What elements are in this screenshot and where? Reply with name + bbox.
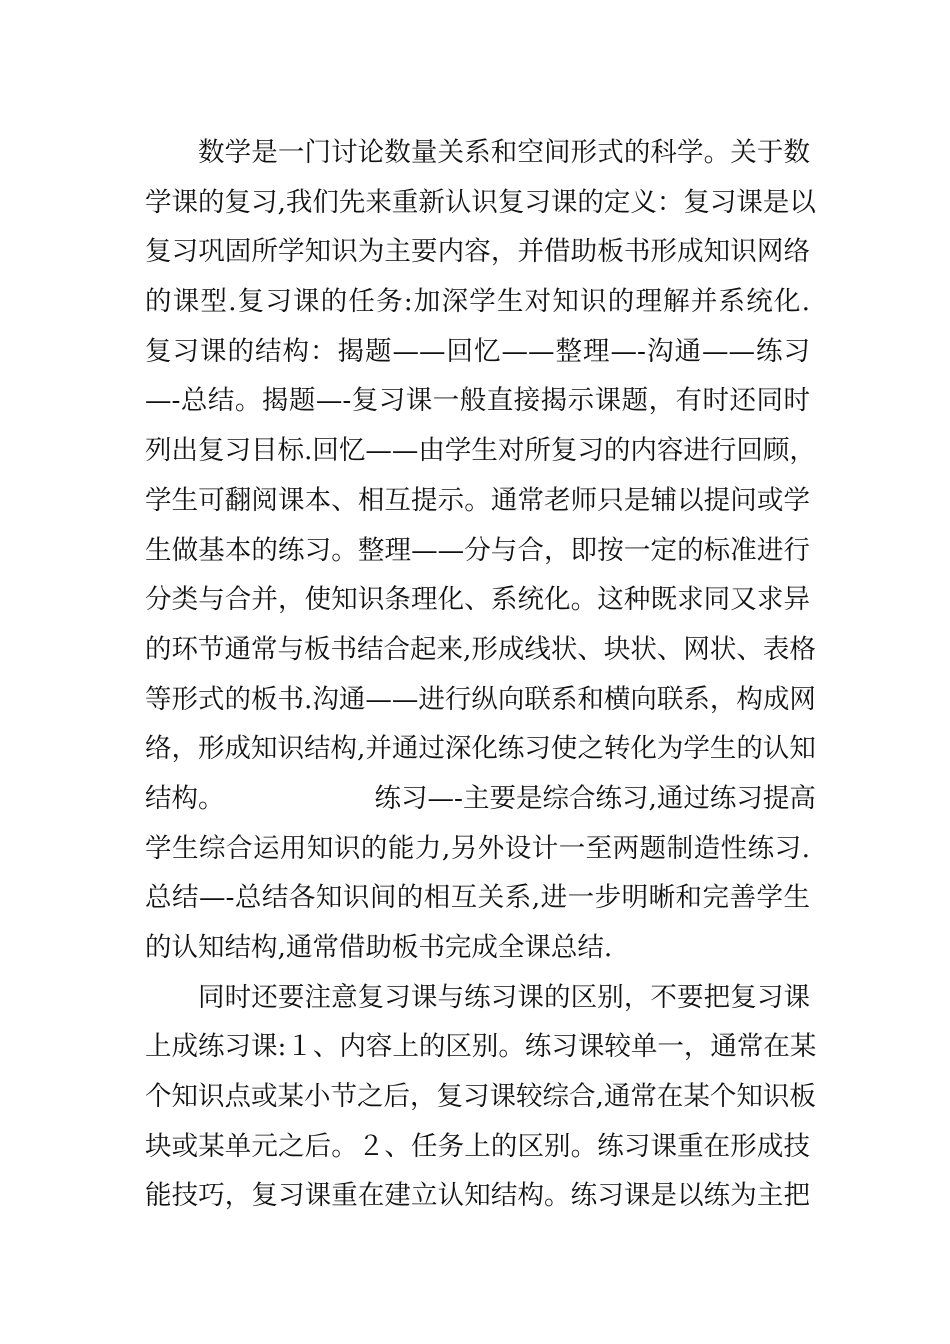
text-line: 个知识点或某小节之后，复习课较综合,通常在某个知识板 [145,1081,816,1113]
text-line: 学生综合运用知识的能力,另外设计一至两题制造性练习. [145,832,810,864]
text-line: 等形式的板书.沟通——进行纵向联系和横向联系，构成网 [145,683,816,715]
text-line: 能技巧，复习课重在建立认知结构。练习课是以练为主把 [145,1180,810,1212]
text-line: 总结—-总结各知识间的相互关系,进一步明晰和完善学生 [145,882,810,914]
text-line: 列出复习目标.回忆——由学生对所复习的内容进行回顾， [145,435,816,467]
text-line: 复习巩固所学知识为主要内容，并借助板书形成知识网络 [145,236,810,268]
text-line: 上成练习课:１、内容上的区别。练习课较单一，通常在某 [145,1031,817,1063]
text-line: 学课的复习,我们先来重新认识复习课的定义：复习课是以 [145,186,816,218]
text-line: 的课型.复习课的任务:加深学生对知识的理解并系统化. [145,286,810,318]
text-line: 分类与合并，使知识条理化、系统化。这种既求同又求异 [145,584,810,616]
text-segment: 结构。 [145,782,225,814]
text-line: 生做基本的练习。整理——分与合，即按一定的标准进行 [145,534,810,566]
text-segment: 练习—-主要是综合练习,通过练习提高 [374,782,816,814]
body-text [145,128,817,1221]
text-line: 络，形成知识结构,并通过深化练习使之转化为学生的认知 [145,733,816,765]
text-line: 同时还要注意复习课与练习课的区别，不要把复习课 [198,981,810,1013]
text-line: 数学是一门讨论数量关系和空间形式的科学。关于数 [198,137,810,168]
text-line: 学生可翻阅课本、相互提示。通常老师只是辅以提问或学 [145,484,810,516]
text-line: 块或某单元之后。２、任务上的区别。练习课重在形成技 [145,1130,810,1162]
text-line: —-总结。揭题—-复习课一般直接揭示课题，有时还同时 [145,385,810,417]
text-line: 复习课的结构：揭题——回忆——整理—-沟通——练习 [145,335,810,367]
text-line: 的环节通常与板书结合起来,形成线状、块状、网状、表格 [145,633,816,665]
text-line [145,774,816,824]
text-line: 的认知结构,通常借助板书完成全课总结. [145,932,613,963]
